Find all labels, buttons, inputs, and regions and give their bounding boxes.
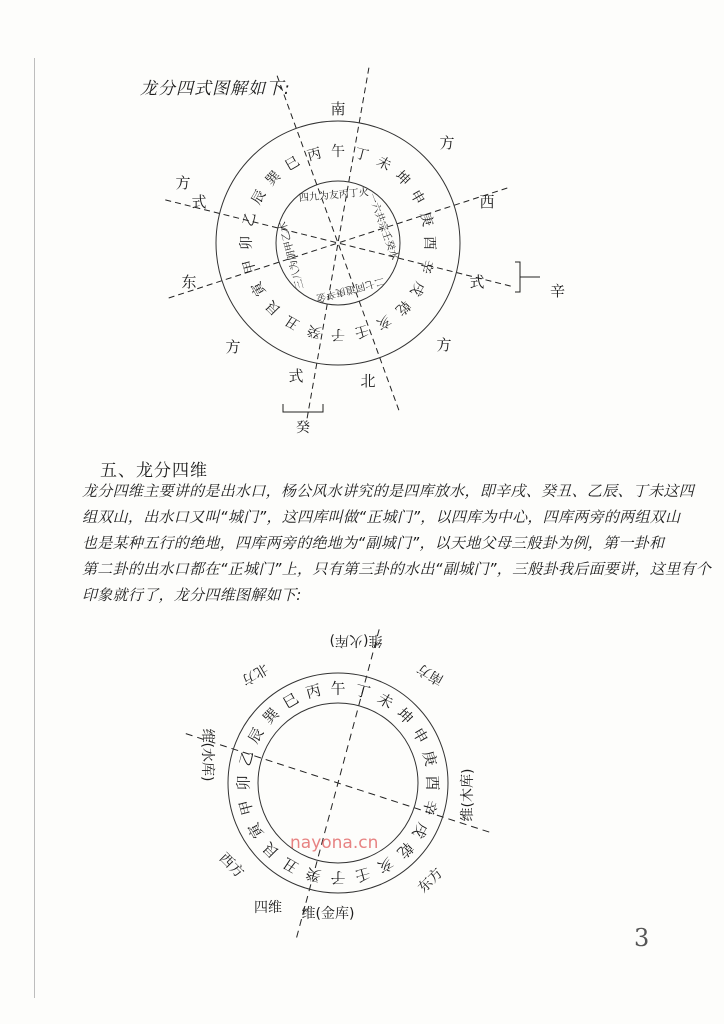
diagram2-ring-label: 巳 [279, 689, 302, 713]
diagram1-heading: 龙分四式图解如下: [140, 79, 291, 99]
watermark: nayona.cn [290, 833, 379, 853]
diagram1-side-note-3: 式 [469, 273, 485, 291]
diagram1-ring-label: 丑 [282, 311, 303, 333]
diagram1-ring-label: 乙 [240, 210, 260, 229]
diagram1-ring-label: 辛 [416, 257, 436, 276]
diagram1-inner-note: 一六共宗壬癸水 [365, 191, 400, 262]
diagram2-ring-label: 未 [374, 689, 397, 713]
diagram2-ring-label: 戌 [408, 819, 432, 842]
diagram1-ring-label: 甲 [240, 257, 260, 276]
diagram1-ring-label: 戌 [406, 278, 428, 299]
diagram1-ring-label: 巳 [282, 153, 303, 175]
diagram2-ring-label: 丙 [303, 680, 324, 703]
diagram1-inner-note: 三八为朋甲乙木 [277, 220, 307, 291]
diagram1-inner-note: 二七同道庚辛金 [315, 274, 386, 304]
diagram1-ring-label: 辰 [248, 187, 270, 208]
paragraph-line: 印象就行了，龙分四维图解如下: [82, 586, 302, 604]
diagram1-ring-label: 艮 [262, 296, 285, 319]
paragraph-line: 龙分四维主要讲的是出水口，杨公风水讲究的是四库放水，即辛戌、癸丑、乙辰、丁未这四 [82, 482, 695, 500]
diagram1-side-note-1: 式 [288, 367, 304, 385]
diagram2-ring-label: 丑 [279, 853, 302, 877]
diagram1-direction-west: 西 [479, 193, 495, 211]
section-title: 五、龙分四维 [100, 461, 208, 481]
diagram2-ring-label: 丁 [352, 680, 373, 703]
diagram1-ring-label: 午 [331, 143, 345, 160]
diagram2-ring-label: 巽 [259, 704, 283, 728]
diagram1-ring-label: 乾 [391, 296, 414, 319]
diagram1-ring-label: 子 [331, 326, 345, 343]
diagram1-annotation-right: 辛 [550, 282, 566, 300]
diagram2-ring-label: 酉 [423, 775, 442, 791]
diagram1-ring-label: 坤 [391, 167, 414, 190]
paragraph-line: 也是某种五行的绝地，四库两旁的绝地为“副城门”，以天地父母三般卦为例，第一卦和 [82, 534, 665, 552]
diagram2-west-arc-label: 维(水库) [199, 728, 215, 782]
paragraph-line: 组双山，出水口又叫“城门”，这四库叫做“正城门”，以四库为中心，四库两旁的两组双山 [82, 508, 681, 526]
diagram1-direction-south: 南 [330, 100, 346, 118]
diagram1-ring-label: 巽 [262, 167, 285, 190]
diagram1-ring-label: 亥 [373, 311, 394, 333]
diagram2-ring-label: 坤 [393, 704, 417, 728]
diagram2-ring-label: 甲 [235, 797, 258, 818]
page-number: 3 [634, 924, 650, 952]
diagram2-ring-label: 癸 [303, 863, 324, 886]
diagram1-ring-label: 庚 [416, 210, 436, 229]
divider-line [186, 734, 490, 833]
diagram1-ring-label: 寅 [248, 278, 270, 299]
paragraph-line: 第二卦的出水口都在“正城门”上，只有第三卦的水出“副城门”，三般卦我后面要讲，这里有个 [82, 560, 711, 578]
diagram1-direction-east: 东 [181, 273, 197, 291]
diagram2-ring-label: 寅 [244, 819, 268, 842]
diagram1-direction-north: 北 [360, 372, 376, 390]
diagram2-east-arc-label: 维(木库) [460, 768, 476, 822]
diagram2-ring-label: 辰 [244, 724, 268, 747]
diagram1-side-note-2: 式 [191, 193, 207, 211]
diagram1-ring-label: 酉 [421, 236, 438, 250]
diagram2-ring-label: 乙 [235, 748, 258, 769]
diagram2-lower-left-direction: 西方 [215, 850, 247, 882]
diagram1-side-upper-left: 方 [175, 174, 191, 192]
diagram1-ring-label: 卯 [238, 236, 255, 250]
diagram1-side-lower-left: 方 [225, 338, 241, 356]
diagram2-ring-label: 乾 [393, 838, 417, 862]
diagram1-annotation-bottom: 癸 [296, 420, 310, 436]
diagram1-ring-label: 癸 [305, 321, 324, 341]
diagram2-ring-label: 申 [408, 724, 432, 747]
diagram2-ring-label: 亥 [374, 853, 397, 877]
diagram2-ring-label: 庚 [418, 748, 441, 769]
diagram2-bottom-vertical-label: 四维 [254, 900, 282, 916]
diagram1-ring-label: 丁 [352, 145, 371, 165]
diagram1-ring-label: 申 [406, 187, 428, 208]
diagram1-side-upper-right: 方 [439, 134, 455, 152]
diagram2-ring-label: 子 [330, 868, 346, 887]
diagram2-south-arc-label: 维(金库) [301, 906, 355, 922]
diagram2-upper-right-direction: 南方 [414, 660, 447, 689]
diagram1-side-lower-right: 方 [436, 336, 452, 354]
diagram1-ring-label: 壬 [352, 321, 371, 341]
diagram2-ring-label: 辛 [418, 797, 441, 818]
diagram2-upper-left-direction: 北方 [238, 660, 271, 689]
diagram2-ring-label: 壬 [352, 863, 373, 886]
diagram2-ring-label: 艮 [259, 838, 283, 862]
diagram2-ring-label: 午 [330, 679, 346, 698]
diagram1-inner-note: 四九为友丙丁火 [298, 187, 370, 205]
diagram1-ring-label: 丙 [305, 145, 324, 165]
diagram2-ring-label: 卯 [234, 775, 253, 791]
diagram2-lower-right-direction: 东方 [415, 865, 447, 897]
diagram2-north-arc-label: 维(火库) [329, 632, 383, 648]
diagram1-ring-label: 未 [373, 153, 394, 175]
